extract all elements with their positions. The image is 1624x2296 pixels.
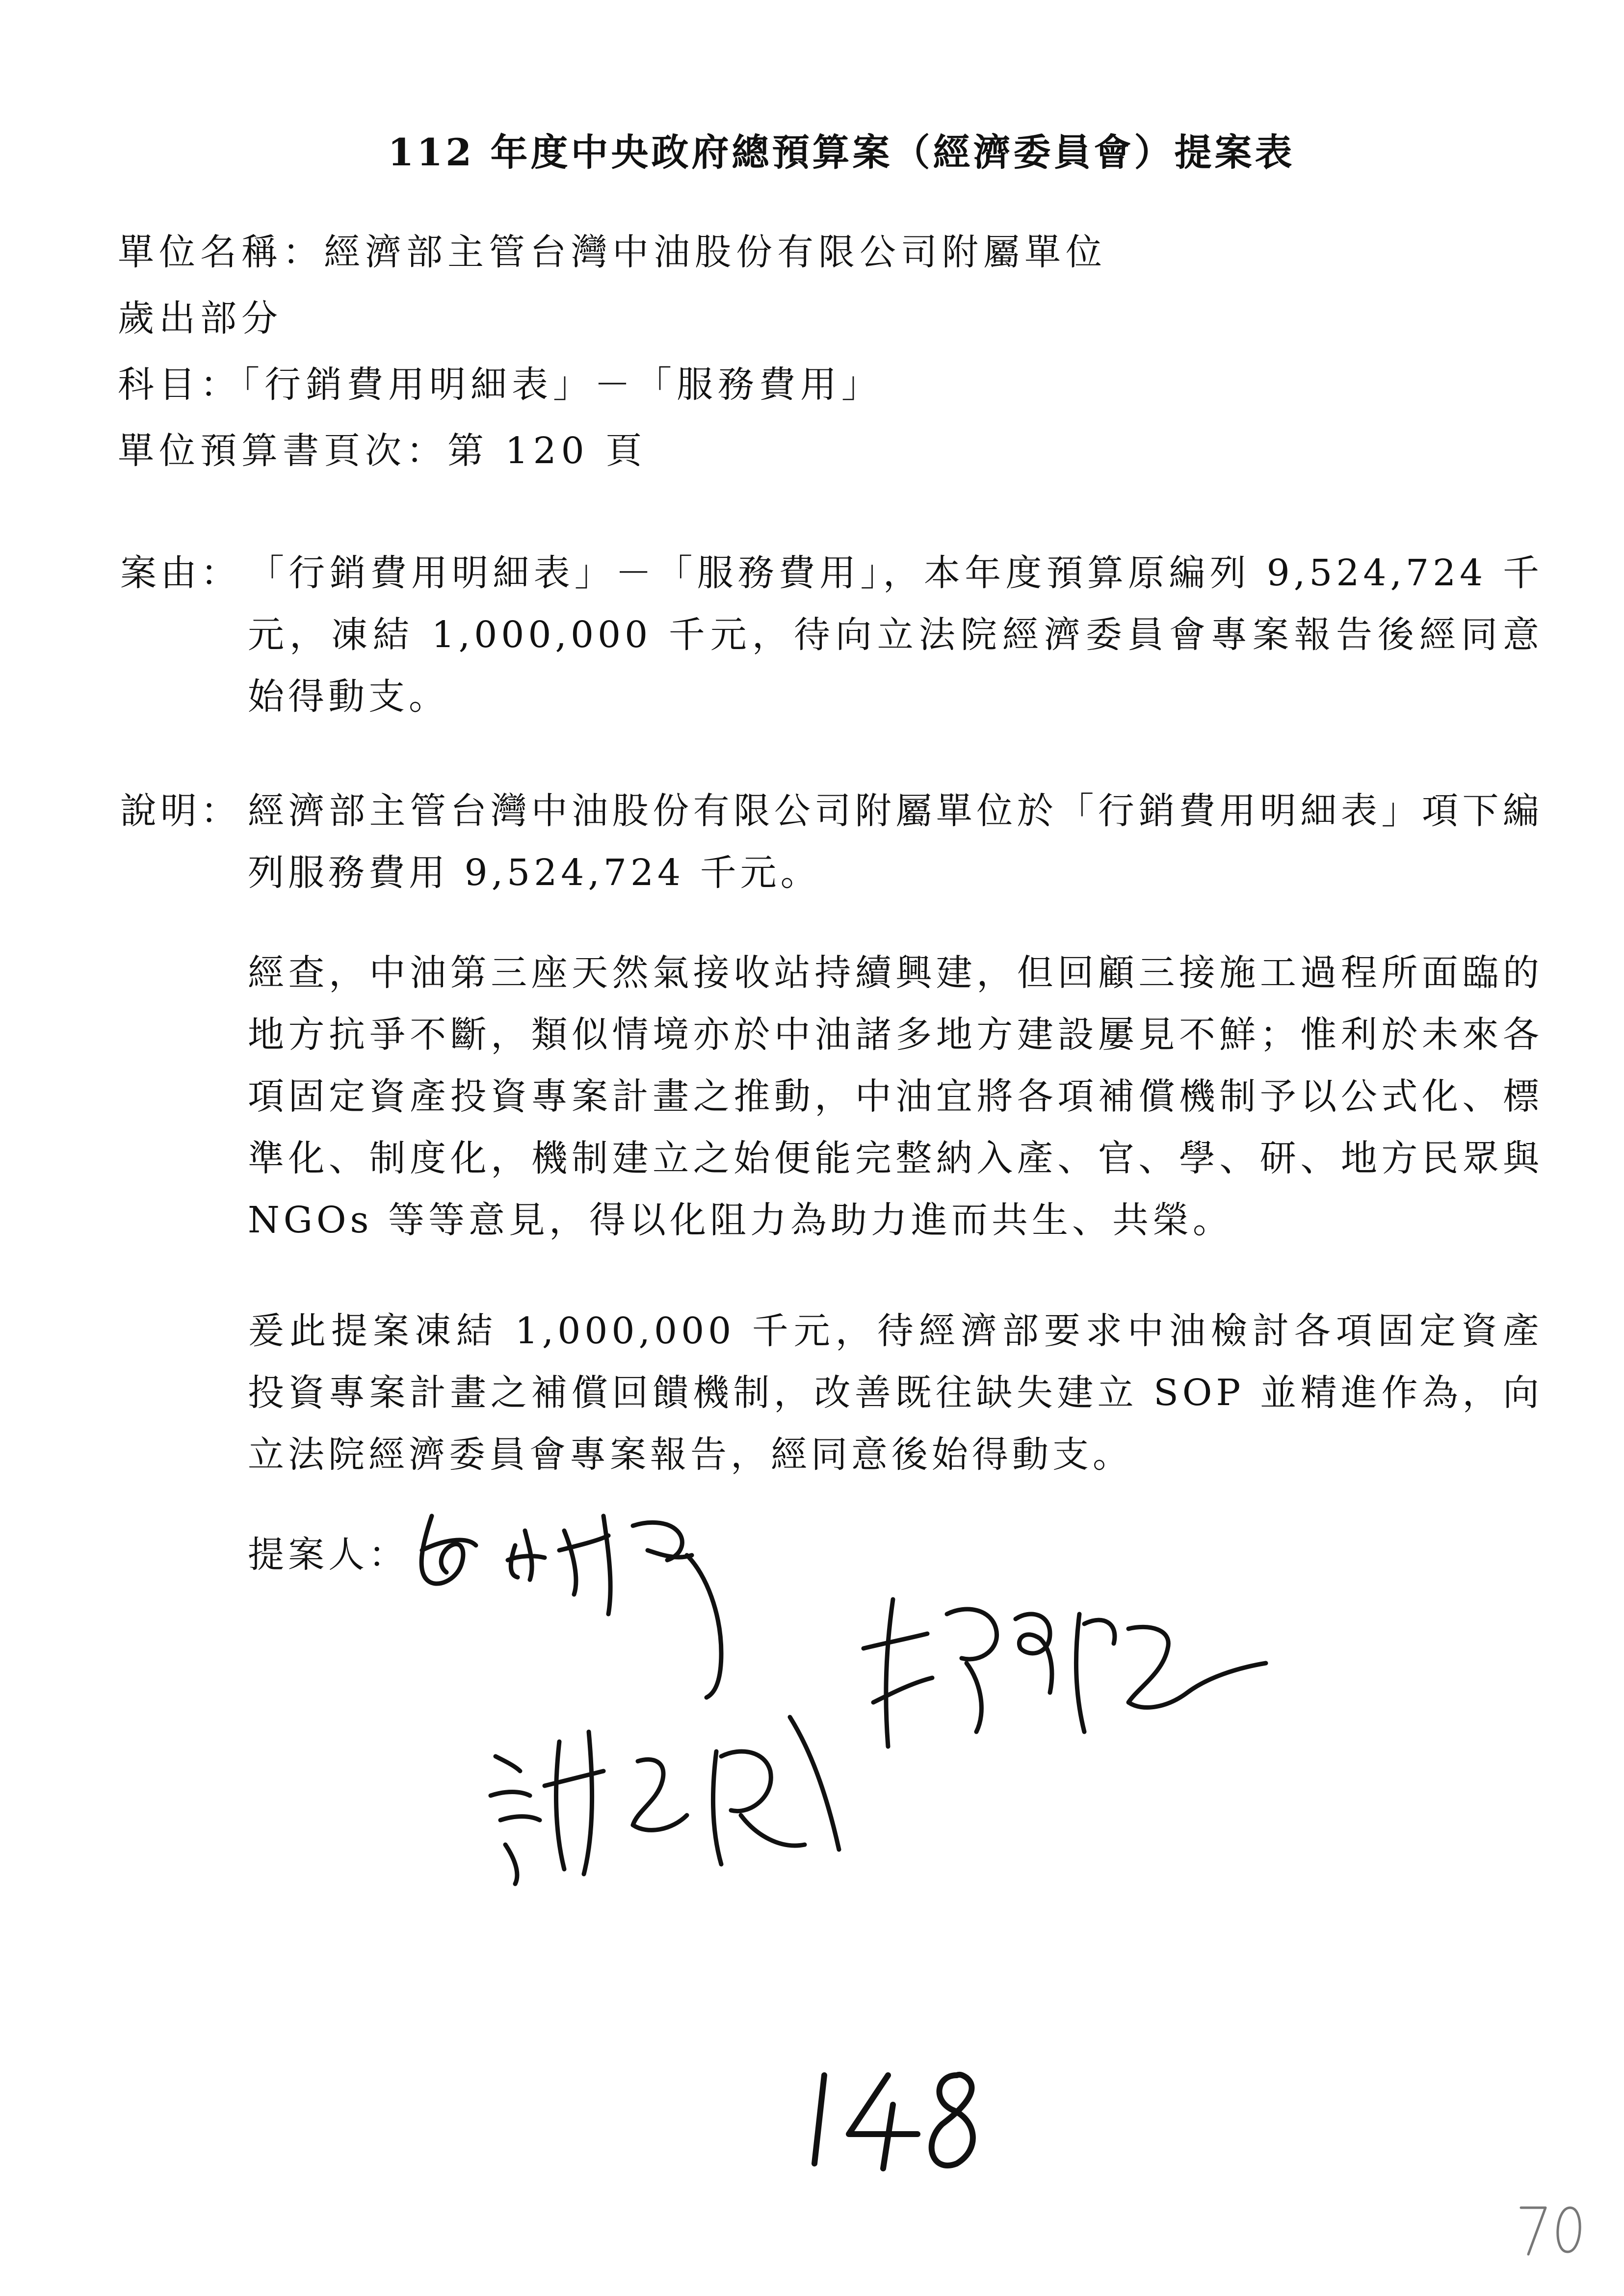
proposer-label: 提案人： — [248, 1534, 409, 1576]
budget-page-line — [118, 422, 647, 474]
explanation-paragraph-3 — [248, 1300, 1543, 1486]
explanation-text-2: 經查，中油第三座天然氣接收站持續興建，但回顧三接施工過程所面臨的地方抗爭不斷，類似情境亦於中油諸多地方建設屢見不鮮；惟利於未來各項固定資產投資專案計畫之推動，中油宜將各項補償機制予以公式化、標準化、制度化，機制建立之始便能完整納入產、官、學、研、地方民眾與 NGOs 等等意見，得以化阻力為助力進而共生、共榮。 — [248, 952, 1543, 1241]
subject-line — [118, 356, 883, 408]
explanation-text-3: 爰此提案凍結 1,000,000 千元，待經濟部要求中油檢討各項固定資產投資專案計畫之補償回饋機制，改善既往缺失建立 SOP 並精進作為，向立法院經濟委員會專案報告，經同意後始得動支。 — [248, 1310, 1543, 1476]
unit-name-line — [118, 223, 1107, 275]
reason-label: 案由： — [120, 552, 241, 594]
unit-name-value: 經濟部主管台灣中油股份有限公司附屬單位 — [324, 231, 1107, 273]
document-title: 112 年度中央政府總預算案（經濟委員會）提案表 — [388, 130, 1295, 174]
corner-number-glyphs — [1516, 2198, 1595, 2262]
signature-2 — [854, 1585, 1295, 1791]
subject-value: 「行銷費用明細表」－「服務費用」 — [241, 364, 883, 406]
corner-number — [1516, 2198, 1595, 2264]
subject-label: 科目： — [118, 364, 241, 406]
reason-paragraph — [120, 542, 1543, 728]
unit-name-label: 單位名稱： — [118, 231, 324, 273]
explanation-paragraph-2 — [248, 942, 1543, 1251]
page-number — [795, 2061, 1001, 2180]
signature-3 — [476, 1688, 849, 1894]
reason-text: 「行銷費用明細表」－「服務費用」，本年度預算原編列 9,524,724 千元，凍結 1,000,000 千元，待向立法院經濟委員會專案報告後經同意始得動支。 — [248, 552, 1543, 718]
explanation-label: 說明： — [120, 790, 241, 832]
signature-1 — [402, 1487, 844, 1722]
explanation-paragraph-1 — [120, 780, 1543, 904]
page-number-glyphs — [795, 2061, 1001, 2178]
budget-page-value: 第 120 頁 — [447, 430, 647, 472]
section-line: 歲出部分 — [118, 297, 283, 339]
explanation-text-1: 經濟部主管台灣中油股份有限公司附屬單位於「行銷費用明細表」項下編列服務費用 9,524,724 千元。 — [248, 790, 1543, 894]
budget-page-label: 單位預算書頁次： — [118, 430, 447, 472]
